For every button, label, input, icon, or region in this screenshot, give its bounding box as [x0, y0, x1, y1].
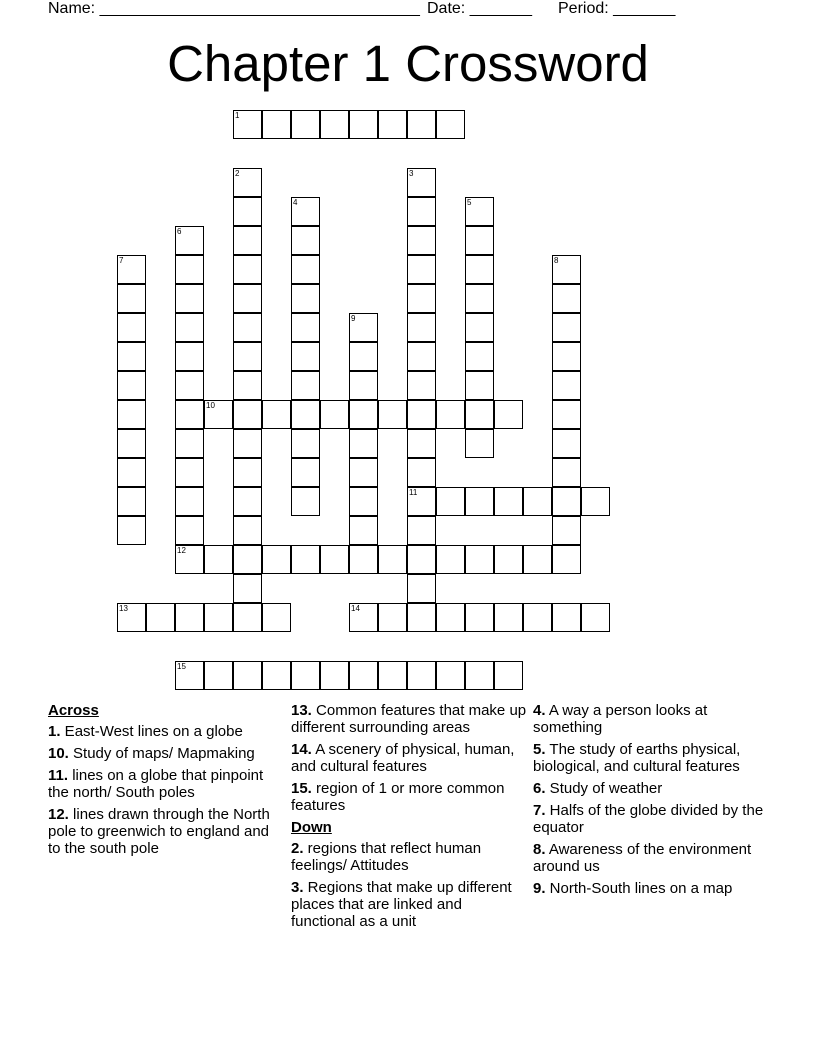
grid-cell[interactable]: [262, 661, 291, 690]
grid-cell[interactable]: [262, 110, 291, 139]
grid-cell[interactable]: [494, 487, 523, 516]
grid-cell[interactable]: [349, 313, 378, 342]
clue-number-8: 8: [554, 256, 559, 265]
grid-cell[interactable]: [407, 574, 436, 603]
grid-cell[interactable]: [175, 313, 204, 342]
name-field[interactable]: Name: ____________________________________: [48, 0, 420, 17]
grid-cell[interactable]: [465, 545, 494, 574]
grid-cell[interactable]: [233, 371, 262, 400]
grid-cell[interactable]: [465, 400, 494, 429]
grid-cell[interactable]: [175, 545, 204, 574]
clue-number-15: 15: [177, 662, 186, 671]
grid-cell[interactable]: [349, 458, 378, 487]
clues-column-3: [533, 702, 769, 902]
grid-cell[interactable]: [436, 661, 465, 690]
grid-cell[interactable]: [407, 429, 436, 458]
clue-across-13: 13. Common features that make up different surrounding areas: [291, 702, 527, 736]
grid-cell[interactable]: [233, 342, 262, 371]
grid-cell[interactable]: [233, 168, 262, 197]
grid-cell[interactable]: [233, 313, 262, 342]
grid-cell[interactable]: [407, 661, 436, 690]
grid-cell[interactable]: [407, 487, 436, 516]
grid-cell[interactable]: [523, 545, 552, 574]
clue-down-7: 7. Halfs of the globe divided by the equator: [533, 802, 764, 836]
grid-cell[interactable]: [465, 197, 494, 226]
grid-cell[interactable]: [175, 603, 204, 632]
grid-cell[interactable]: [349, 371, 378, 400]
grid-cell[interactable]: [175, 487, 204, 516]
grid-cell[interactable]: [291, 284, 320, 313]
clue-down-2: 2. regions that reflect human feelings/ Attitudes: [291, 840, 482, 874]
grid-cell[interactable]: [349, 342, 378, 371]
grid-cell[interactable]: [552, 255, 581, 284]
clue-across-11: 11. lines on a globe that pinpoint the north/ South poles: [48, 767, 264, 801]
grid-cell[interactable]: [204, 661, 233, 690]
grid-cell[interactable]: [233, 429, 262, 458]
grid-cell[interactable]: [465, 603, 494, 632]
grid-cell[interactable]: [407, 458, 436, 487]
grid-cell[interactable]: [175, 226, 204, 255]
grid-cell[interactable]: [117, 255, 146, 284]
clues-column-2: [291, 702, 527, 935]
grid-cell[interactable]: [117, 284, 146, 313]
grid-cell[interactable]: [291, 226, 320, 255]
grid-cell[interactable]: [552, 371, 581, 400]
grid-cell[interactable]: [117, 313, 146, 342]
grid-cell[interactable]: [523, 603, 552, 632]
grid-cell[interactable]: [117, 400, 146, 429]
grid-cell[interactable]: [378, 400, 407, 429]
clue-number-5: 5: [467, 198, 472, 207]
grid-cell[interactable]: [378, 110, 407, 139]
clue-down-6: 6. Study of weather: [533, 780, 663, 797]
grid-cell[interactable]: [291, 255, 320, 284]
grid-cell[interactable]: [407, 545, 436, 574]
grid-cell[interactable]: [117, 603, 146, 632]
grid-cell[interactable]: [175, 661, 204, 690]
grid-cell[interactable]: [291, 400, 320, 429]
clue-down-5: 5. The study of earths physical, biological, and cultural features: [533, 741, 741, 775]
grid-cell[interactable]: [117, 371, 146, 400]
grid-cell[interactable]: [117, 429, 146, 458]
grid-cell[interactable]: [233, 487, 262, 516]
grid-cell[interactable]: [349, 603, 378, 632]
grid-cell[interactable]: [204, 603, 233, 632]
grid-cell[interactable]: [436, 400, 465, 429]
grid-cell[interactable]: [494, 603, 523, 632]
clue-number-4: 4: [293, 198, 298, 207]
clue-number-13: 13: [119, 604, 128, 613]
grid-cell[interactable]: [494, 545, 523, 574]
grid-cell[interactable]: [494, 661, 523, 690]
clue-down-3: 3. Regions that make up different places that are linked and functional as a unit: [291, 879, 512, 930]
grid-cell[interactable]: [465, 661, 494, 690]
grid-cell[interactable]: [320, 545, 349, 574]
grid-cell[interactable]: [233, 574, 262, 603]
grid-cell[interactable]: [378, 661, 407, 690]
grid-cell[interactable]: [233, 197, 262, 226]
grid-cell[interactable]: [117, 458, 146, 487]
grid-cell[interactable]: [291, 342, 320, 371]
grid-cell[interactable]: [291, 429, 320, 458]
grid-cell[interactable]: [233, 255, 262, 284]
grid-cell[interactable]: [175, 429, 204, 458]
grid-cell[interactable]: [291, 545, 320, 574]
grid-cell[interactable]: [349, 110, 378, 139]
grid-cell[interactable]: [407, 400, 436, 429]
grid-cell[interactable]: [407, 168, 436, 197]
grid-cell[interactable]: [233, 458, 262, 487]
clue-number-12: 12: [177, 546, 186, 555]
grid-cell[interactable]: [175, 400, 204, 429]
grid-cell[interactable]: [581, 603, 610, 632]
down-heading: Down: [291, 819, 332, 836]
grid-cell[interactable]: [407, 255, 436, 284]
grid-cell[interactable]: [175, 458, 204, 487]
grid-cell[interactable]: [407, 197, 436, 226]
grid-cell[interactable]: [552, 400, 581, 429]
grid-cell[interactable]: [552, 313, 581, 342]
grid-cell[interactable]: [349, 661, 378, 690]
grid-cell[interactable]: [552, 429, 581, 458]
grid-cell[interactable]: [262, 545, 291, 574]
grid-cell[interactable]: [552, 284, 581, 313]
clue-number-10: 10: [206, 401, 215, 410]
grid-cell[interactable]: [436, 110, 465, 139]
grid-cell[interactable]: [552, 458, 581, 487]
grid-cell[interactable]: [175, 255, 204, 284]
grid-cell[interactable]: [436, 545, 465, 574]
clue-number-7: 7: [119, 256, 124, 265]
clue-down-8: 8. Awareness of the environment around us: [533, 841, 752, 875]
grid-cell[interactable]: [175, 371, 204, 400]
grid-cell[interactable]: [465, 429, 494, 458]
grid-cell[interactable]: [465, 284, 494, 313]
clue-across-10: 10. Study of maps/ Mapmaking: [48, 745, 255, 762]
clue-number-9: 9: [351, 314, 356, 323]
grid-cell[interactable]: [465, 313, 494, 342]
grid-cell[interactable]: [291, 110, 320, 139]
grid-cell[interactable]: [407, 603, 436, 632]
grid-cell[interactable]: [175, 284, 204, 313]
grid-cell[interactable]: [552, 487, 581, 516]
grid-cell[interactable]: [291, 371, 320, 400]
grid-cell[interactable]: [552, 545, 581, 574]
grid-cell[interactable]: [233, 284, 262, 313]
grid-cell[interactable]: [552, 603, 581, 632]
grid-cell[interactable]: [117, 342, 146, 371]
grid-cell[interactable]: [233, 400, 262, 429]
clue-across-1: 1. East-West lines on a globe: [48, 723, 243, 740]
grid-cell[interactable]: [291, 661, 320, 690]
grid-cell[interactable]: [407, 371, 436, 400]
grid-cell[interactable]: [117, 487, 146, 516]
grid-cell[interactable]: [407, 516, 436, 545]
grid-cell[interactable]: [349, 516, 378, 545]
grid-cell[interactable]: [262, 400, 291, 429]
grid-cell[interactable]: [117, 516, 146, 545]
grid-cell[interactable]: [320, 110, 349, 139]
clue-across-12: 12. lines drawn through the North pole to greenwich to england and to the south pole: [48, 806, 270, 857]
grid-cell[interactable]: [320, 400, 349, 429]
grid-cell[interactable]: [204, 545, 233, 574]
grid-cell[interactable]: [233, 516, 262, 545]
grid-cell[interactable]: [349, 487, 378, 516]
grid-cell[interactable]: [204, 400, 233, 429]
page-title: Chapter 1 Crossword: [167, 35, 649, 92]
grid-cell[interactable]: [320, 661, 349, 690]
grid-cell[interactable]: [291, 197, 320, 226]
clue-down-9: 9. North-South lines on a map: [533, 880, 733, 897]
clue-number-6: 6: [177, 227, 182, 236]
grid-cell[interactable]: [465, 371, 494, 400]
across-heading: Across: [48, 702, 99, 719]
clues-column-1: [48, 702, 284, 862]
grid-cell[interactable]: [436, 487, 465, 516]
grid-cell[interactable]: [146, 603, 175, 632]
grid-cell[interactable]: [233, 226, 262, 255]
clue-down-4: 4. A way a person looks at something: [533, 702, 708, 736]
grid-cell[interactable]: [552, 342, 581, 371]
grid-cell[interactable]: [465, 342, 494, 371]
grid-cell[interactable]: [349, 545, 378, 574]
grid-cell[interactable]: [465, 487, 494, 516]
grid-cell[interactable]: [378, 603, 407, 632]
grid-cell[interactable]: [233, 603, 262, 632]
grid-cell[interactable]: [494, 400, 523, 429]
grid-cell[interactable]: [523, 487, 552, 516]
period-field[interactable]: Period: _______: [558, 0, 676, 17]
clue-number-2: 2: [235, 169, 240, 178]
grid-cell[interactable]: [407, 313, 436, 342]
grid-cell[interactable]: [552, 516, 581, 545]
grid-cell[interactable]: [581, 487, 610, 516]
grid-cell[interactable]: [349, 429, 378, 458]
grid-cell[interactable]: [407, 226, 436, 255]
grid-cell[interactable]: [436, 603, 465, 632]
clue-across-14: 14. A scenery of physical, human, and cultural features: [291, 741, 515, 775]
grid-cell[interactable]: [378, 545, 407, 574]
clue-number-11: 11: [409, 488, 418, 497]
student-header: [48, 0, 768, 20]
grid-cell[interactable]: [407, 110, 436, 139]
grid-cell[interactable]: [465, 255, 494, 284]
grid-cell[interactable]: [175, 342, 204, 371]
grid-cell[interactable]: [291, 458, 320, 487]
clue-across-15: 15. region of 1 or more common features: [291, 780, 505, 814]
grid-cell[interactable]: [233, 661, 262, 690]
grid-cell[interactable]: [407, 342, 436, 371]
grid-cell[interactable]: [262, 603, 291, 632]
clue-number-1: 1: [235, 111, 240, 120]
grid-cell[interactable]: [291, 313, 320, 342]
clue-number-3: 3: [409, 169, 414, 178]
grid-cell[interactable]: [175, 516, 204, 545]
grid-cell[interactable]: [407, 284, 436, 313]
grid-cell[interactable]: [349, 400, 378, 429]
grid-cell[interactable]: [233, 110, 262, 139]
clue-number-14: 14: [351, 604, 360, 613]
grid-cell[interactable]: [291, 487, 320, 516]
date-field[interactable]: Date: _______: [427, 0, 532, 17]
grid-cell[interactable]: [233, 545, 262, 574]
grid-cell[interactable]: [465, 226, 494, 255]
